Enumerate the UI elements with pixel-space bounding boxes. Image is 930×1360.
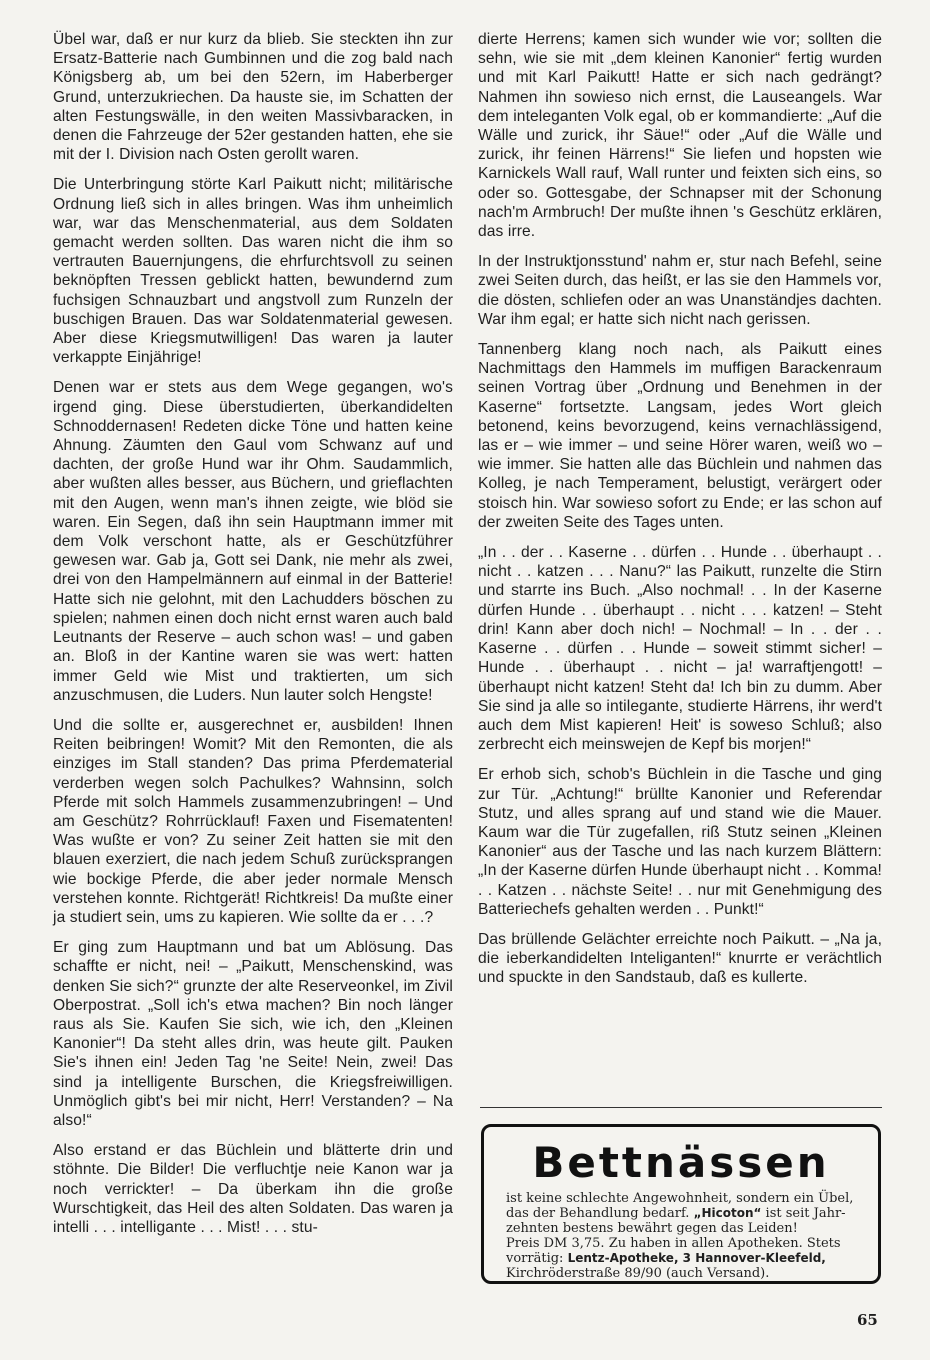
page-number: 65 xyxy=(857,1311,878,1329)
paragraph: Und die sollte er, ausgerechnet er, ausbilden! Ihnen Reiten beibringen! Womit? Mit den Remonten, die als einziges im Stall standen? Das prima Pferdematerial verderben wegen solch Pachulkes? Wahnsinn, solch Pferde mit solch Hammels zusammenzubringen! – Und am Geschütz? Rohrrücklauf! Faxen und Fisematenten! Was wußte er von? Zu seiner Zeit hatten sie mit den blauen exerziert, die nach jedem Schuß zurücksprangen wie bockige Pferde, die aber jeder normale Mensch verstehen konnte. Richtgerät! Richtkreis! Da mußte einer ja studiert sein, ums zu kapieren. Wie sollte da er . . .? xyxy=(53,716,453,926)
ad-body xyxy=(496,1191,866,1281)
paragraph: Denen war er stets aus dem Wege gegangen, wo's irgend ging. Diese überstudierten, überkandidelten Schnoddernasen! Redeten dicke Töne und hatten keine Ahnung. Zäumten den Gaul vom Schwanz auf und dachten, der große Hund war ihr Ohm. Saudammlich, aber wußten alles besser, aus Büchern, und grieflachten mit den Augen, wenn man's ihnen zeigte, wie blöd sie waren. Ein Segen, daß ihn sein Hauptmann immer mit dem Volk verschont hatte, als er Geschützführer gewesen war. Gab ja, Gott sei Dank, nie mehr als zwei, drei von den Hampelmännern auf einmal in der Batterie! Hatte sich nie gelohnt, mit den Lachudders böschen zu spielen; nahmen einen doch nicht ernst waren auch bald Leutnants der Reserve – auch schon was! – und gaben an. Bloß in der Kantine waren sie was wert: hatten immer Geld wie Mist und traktierten, um sich anzuschmusen, die Luders. Nun lauter solch Hengste! xyxy=(53,379,453,704)
ad-line xyxy=(506,1251,862,1266)
paragraph: „In . . der . . Kaserne . . dürfen . . Hunde . . überhaupt . . nicht . . katzen . . . Nanu?“ las Paikutt, runzelte die Stirn und starrte ins Buch. „Also nochmal! . . In der Kaserne dürfen Hunde . . überhaupt . . nicht . . . katzen! – Steht drin! Kann aber doch nich! – Nochmal! – In . . der . . Kaserne . . dürfen . . Hunde – soweit stimmt sicher! – Hunde . . überhaupt . . nicht – ja! warraftjengott! – überhaupt nicht katzen! Steht da! Ich bin zu dumm. Aber Sie sind ja alle so intilegante, studierte Härrens, ihr werd't auch dem Mist kapieren! Heit' is soweso Schluß; also zerbrecht eich meinswejen de Kepf bis morjen!“ xyxy=(478,544,882,754)
advertisement-box xyxy=(481,1124,881,1284)
paragraph: Er ging zum Hauptmann und bat um Ablösung. Das schaffte er nicht, nei! – „Paikutt, Menschenskind, was denken Sie sich?“ grunzte der alte Reserveonkel, im Zivil Oberpostrat. „Soll ich's etwa machen? Bin noch länger raus als Sie. Kaufen Sie sich, wie ich, den „Kleinen Kanonier“! Da steht alles drin, was heute gilt. Pauken Sie's ihnen ein! Jeden Tag 'ne Seite! Nein, zwei! Das sind ja intelligente Burschen, die Kriegsfreiwilligen. Unmöglich gibt's bei mir nicht, Herr! Verstanden? – Na also!“ xyxy=(53,939,453,1129)
paragraph: In der Instruktjonsstund' nahm er, stur nach Befehl, seine zwei Seiten durch, das heißt, er las sie den Hammels vor, die dösten, schliefen oder an was Unanständjes dachten. War ihm egal; er hatte sich nicht nach gerissen. xyxy=(478,253,882,328)
ad-brand-name: „Hicoton“ xyxy=(693,1206,762,1220)
ad-headline: Bettnässen xyxy=(532,1138,830,1187)
paragraph: Er erhob sich, schob's Büchlein in die Tasche und ging zur Tür. „Achtung!“ brüllte Kanonier und Referendar Stutz, und alles sprang auf und stand wie die Mauer. Kaum war die Tür zugefallen, riß Stutz seinen „Kleinen Kanonier“ aus der Tasche und las nach kurzem Blättern: „In der Kaserne dürfen Hunde überhaupt nicht . . Komma! . . Katzen . . nächste Seite! . . nur mit Genehmigung des Batteriechefs gehalten werden . . Punkt!“ xyxy=(478,766,882,918)
ad-text: ist seit Jahr- xyxy=(765,1206,846,1221)
right-text-column xyxy=(478,30,882,999)
ad-line: Preis DM 3,75. Zu haben in allen Apotheken. Stets xyxy=(506,1236,841,1251)
ad-line xyxy=(506,1206,862,1221)
paragraph: Das brüllende Gelächter erreichte noch Paikutt. – „Na ja, die ieberkandidelten Inteliganten!“ knurrte er verächtlich und spuckte in den Sandstaub, daß es kullerte. xyxy=(478,930,882,987)
ad-line: ist keine schlechte Angewohnheit, sondern ein Übel, xyxy=(506,1191,854,1206)
ad-line: Kirchröderstraße 89/90 (auch Versand). xyxy=(506,1266,770,1281)
ad-line: zehnten bestens bewährt gegen das Leiden! xyxy=(506,1221,798,1236)
paragraph: Also erstand er das Büchlein und blätterte drin und stöhnte. Die Bilder! Die verfluchtje neie Kanon war ja noch verrickter! – Da überkam ihn die große Wurschtigkeit, das Heil des alten Soldaten. Das waren ja intelli . . . intelligante . . . Mist! . . . stu- xyxy=(53,1142,453,1236)
ad-text: das der Behandlung bedarf. xyxy=(506,1206,690,1221)
paragraph: Übel war, daß er nur kurz da blieb. Sie steckten ihn zur Ersatz-Batterie nach Gumbinnen und die zog bald nach Königsberg ab, um bei den 52ern, im Haberberger Grund, unterzukriechen. Da hauste sie, im Schatten der alten Festungswälle, in den weiten Massivbaracken, in denen die Fahrzeuge der 52er gestanden hatten, ehe sie mit der I. Division nach Osten gerollt waren. xyxy=(53,31,453,164)
paragraph: Die Unterbringung störte Karl Paikutt nicht; militärische Ordnung ließ sich in alles bringen. Was ihm unheimlich war, war das Menschenmaterial, aus dem Soldaten gemacht werden sollten. Das waren nicht die ihm so vertrauten Bauernjungens, die ehrfurchtsvoll zu seinen beknöpften Tressen geblickt hatten, bewundernd zum fuchsigen Schnauzbart und angstvoll zum Runzeln der buschigen Brauen. Das war Soldatenmaterial gewesen. Aber diese Kriegsmutwilligen! Das waren ja lauter verkappte Einjährige! xyxy=(53,176,453,367)
ad-pharmacy-name: Lentz-Apotheke, 3 Hannover-Kleefeld, xyxy=(567,1251,826,1265)
paragraph: dierte Herrens; kamen sich wunder wie vor; sollten die sehn, wie sie mit „dem kleinen Kanonier“ fertig wurden und mit Karl Paikutt! Hatte er sich nach gedrängt? Nahmen ihn sowieso nich ernst, die Lauseangels. War dem inteleganten Volk egal, ob er kommandierte: „Auf die Wälle und zurick, ihr Säue!“ oder „Auf die Wälle und zurick, ihr feinen Härrens!“ Sie liefen und hopsten wie Karnickels Wall rauf, Wall runter und feixten sich eins, so oder so. Gottesgabe, der Schnapser mit der Schonung nach'm Armbruch! Der mußte ihnen 's Geschütz erklären, das irre. xyxy=(478,31,882,241)
left-text-column xyxy=(53,30,453,1248)
paragraph: Tannenberg klang noch nach, als Paikutt eines Nachmittags den Hammels im muffigen Barackenraum seinen Vortrag über „Ordnung und Benehmen in der Kaserne“ fortsetzte. Langsam, jedes Wort gleich betonend, keins bevorzugend, keins vernachlässigend, las er – wie immer – und seine Hörer waren, weiß wo – wie immer. Sie hatten alle das Büchlein und nahmen das Kolleg, je nach Temperament, belustigt, verärgert oder stoisch hin. War sowieso sofort zu Ende; er las schon auf der zweiten Seite des Tages unten. xyxy=(478,341,882,531)
ad-text: vorrätig: xyxy=(506,1251,564,1266)
section-divider xyxy=(480,1107,882,1108)
